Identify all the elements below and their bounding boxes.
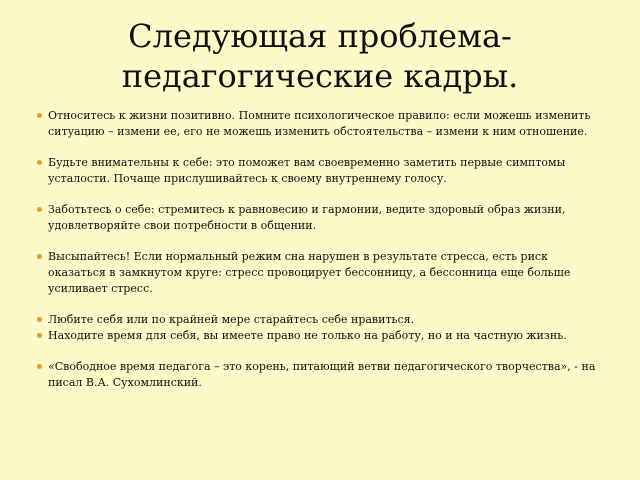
bullet-text: Находите время для себя, вы имеете право не только на работу, но и на частную жизнь. <box>48 329 567 342</box>
bullet-list <box>36 108 601 391</box>
bullet-item <box>36 202 601 234</box>
bullet-text: Относитесь к жизни позитивно. Помните психологическое правило: если можешь изменить ситуацию – измени ее, его не можешь изменить обстоятельства – измени к ним отношение. <box>48 109 591 138</box>
bullet-item <box>36 328 601 344</box>
bullet-dot-icon <box>37 160 42 165</box>
title-line-2: педагогические кадры. <box>121 57 519 95</box>
bullet-dot-icon <box>37 317 42 322</box>
bullet-dot-icon <box>37 333 42 338</box>
bullet-dot-icon <box>37 254 42 259</box>
bullet-item <box>36 312 601 328</box>
bullet-text: Заботьтесь о себе: стремитесь к равновесию и гармонии, ведите здоровый образ жизни, удовлетворяйте свои потребности в общении. <box>48 203 566 232</box>
bullet-text: Любите себя или по крайней мере старайтесь себе нравиться. <box>48 313 415 326</box>
bullet-text: «Свободное время педагога – это корень, питающий ветви педагогического творчества», - на писал В.А. Сухомлинский. <box>48 360 596 389</box>
bullet-item <box>36 249 601 297</box>
bullet-text: Будьте внимательны к себе: это поможет вам своевременно заметить первые симптомы усталости. Почаще прислушивайтесь к своему внутреннему голосу. <box>48 156 566 185</box>
bullet-dot-icon <box>37 113 42 118</box>
bullet-dot-icon <box>37 364 42 369</box>
bullet-item <box>36 155 601 187</box>
slide-title <box>0 16 640 96</box>
bullet-item <box>36 359 601 391</box>
title-line-1: Следующая проблема- <box>128 17 512 55</box>
bullet-text: Высыпайтесь! Если нормальный режим сна нарушен в результате стресса, есть риск оказаться в замкнутом круге: стресс провоцирует бессонницу, а бессонница еще больше усиливает стресс. <box>48 250 571 295</box>
bullet-dot-icon <box>37 207 42 212</box>
bullet-item <box>36 108 601 140</box>
